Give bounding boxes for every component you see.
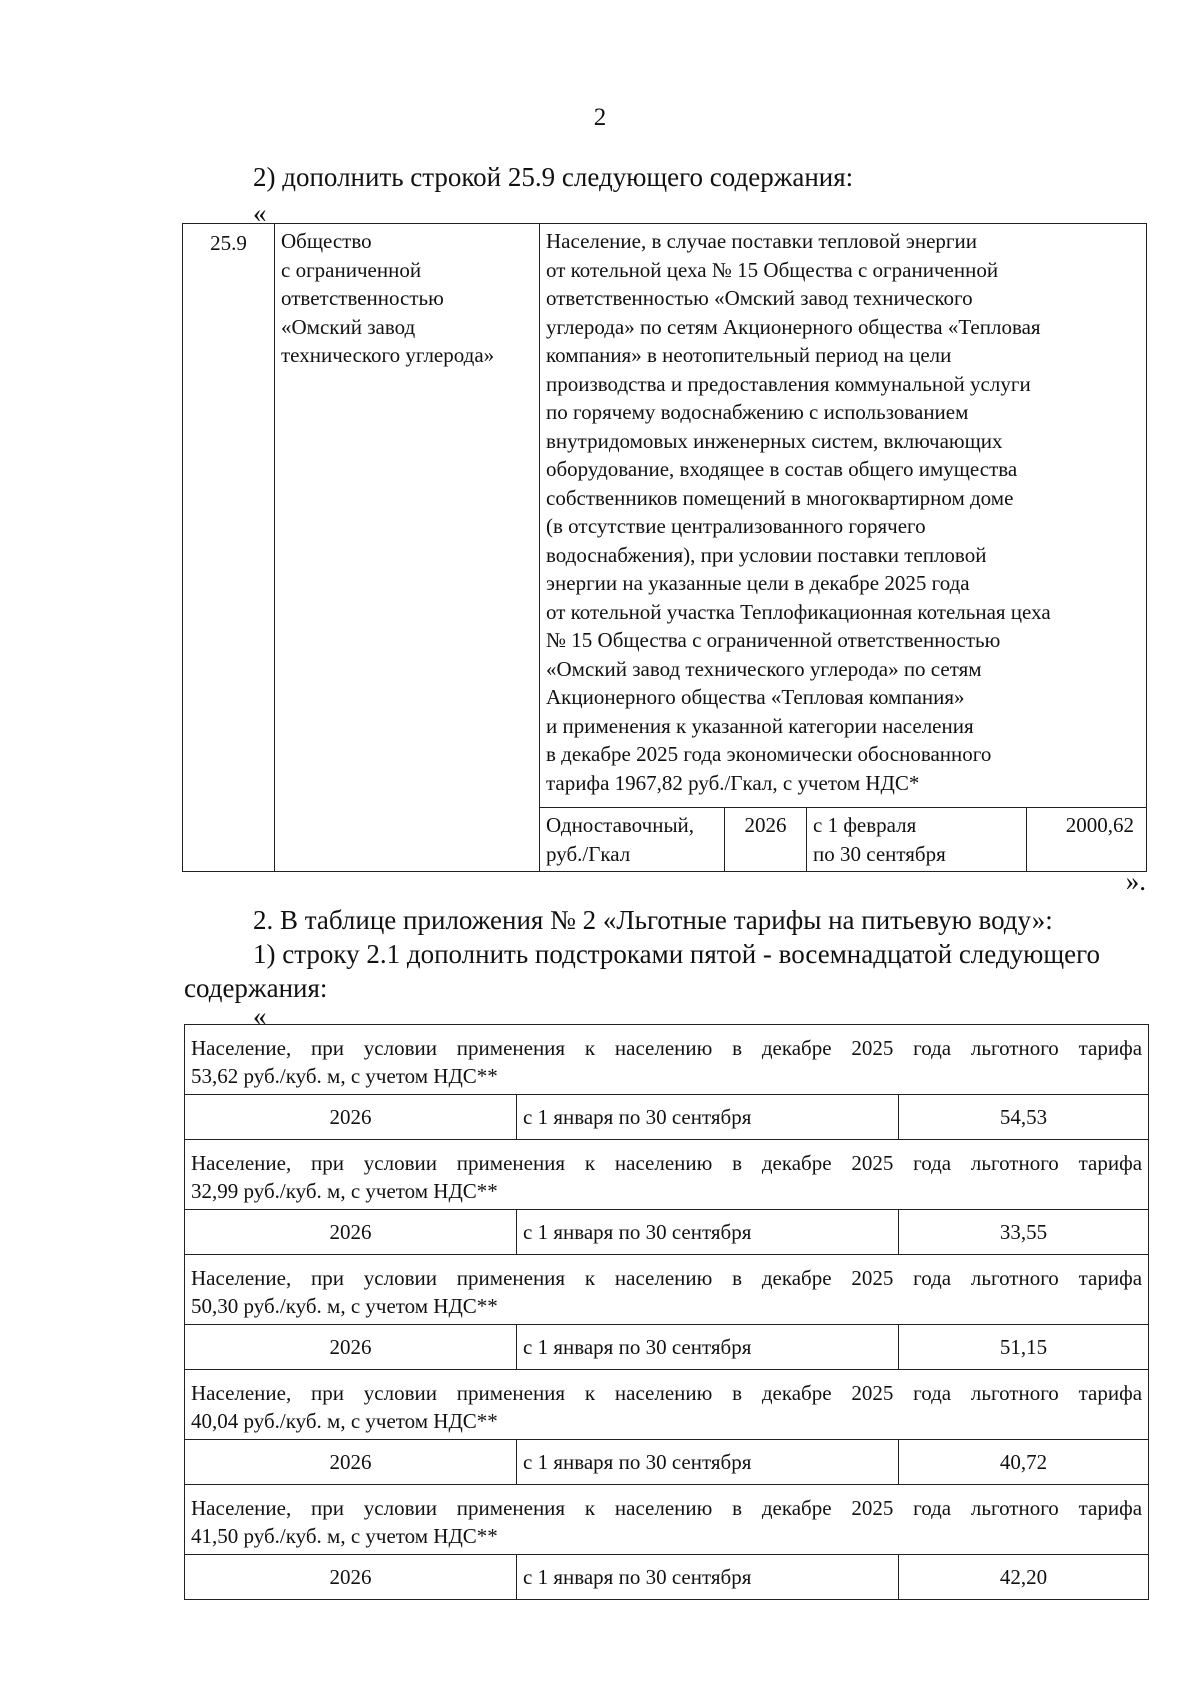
- description-line: оборудование, входящее в состав общего имущества: [546, 457, 1018, 481]
- description-line: (в отсутствие централизованного горячего: [546, 514, 926, 538]
- table-row: [185, 1140, 1149, 1210]
- section1-close-quote: ».: [1125, 866, 1146, 896]
- tariff-value-cell: 40,72: [899, 1440, 1149, 1485]
- condition-cell: [185, 1025, 1149, 1095]
- preferential-tariff-table: [184, 1024, 1149, 1600]
- description-line: собственников помещений в многоквартирном доме: [546, 485, 1014, 510]
- condition-line: Население, при условии применения к населению в декабре 2025 года льготного тарифа: [191, 1151, 1143, 1175]
- tariff-value-cell: 33,55: [899, 1210, 1149, 1255]
- table-row: [185, 1325, 1149, 1370]
- table-row: [185, 1025, 1149, 1095]
- page-number: 2: [593, 104, 607, 131]
- section1-item: 2) дополнить строкой 25.9 следующего содержания:: [253, 162, 854, 192]
- row-number: 25.9: [183, 224, 275, 872]
- description-line: компания» в неотопительный период на цели: [546, 343, 952, 367]
- tariff-value-cell: 2000,62: [1027, 808, 1147, 872]
- year-cell: 2026: [725, 808, 807, 872]
- period-line: с 1 февраля: [813, 813, 917, 837]
- section2-item-line1: 1) строку 2.1 дополнить подстроками пятой - восемнадцатой следующего: [253, 939, 1100, 969]
- condition-line: Население, при условии применения к населению в декабре 2025 года льготного тарифа: [191, 1496, 1143, 1520]
- description-line: энергии на указанные цели в декабре 2025 года: [546, 571, 970, 595]
- table-row: [185, 1555, 1149, 1600]
- description-line: от котельной участка Теплофикационная котельная цеха: [546, 599, 1051, 624]
- condition-cell: [185, 1255, 1149, 1325]
- description-line: «Омский завод технического углерода» по сетям: [546, 656, 982, 681]
- condition-line: 32,99 руб./куб. м, с учетом НДС**: [191, 1179, 498, 1203]
- condition-line: Население, при условии применения к населению в декабре 2025 года льготного тарифа: [191, 1381, 1143, 1405]
- section2-open-quote: «: [253, 1001, 267, 1031]
- organization-line: с ограниченной: [281, 257, 422, 282]
- organization-cell: [275, 224, 540, 872]
- condition-line: 41,50 руб./куб. м, с учетом НДС**: [191, 1524, 498, 1548]
- tariff-table-row-25-9: [182, 223, 1147, 872]
- description-line: от котельной цеха № 15 Общества с ограниченной: [546, 257, 999, 282]
- description-line: ответственностью «Омский завод технического: [546, 286, 973, 310]
- period-cell: [807, 808, 1027, 872]
- tariff-value-cell: 42,20: [899, 1555, 1149, 1600]
- year-cell: 2026: [185, 1210, 517, 1255]
- table-row: [185, 1485, 1149, 1555]
- table-row: [185, 1255, 1149, 1325]
- period-cell: с 1 января по 30 сентября: [517, 1095, 899, 1140]
- condition-cell: [185, 1370, 1149, 1440]
- condition-cell: [185, 1485, 1149, 1555]
- table-row: [185, 1210, 1149, 1255]
- section2-item-line2: содержания:: [184, 973, 328, 1003]
- consumer-description-cell: [540, 224, 1147, 808]
- condition-line: 50,30 руб./куб. м, с учетом НДС**: [191, 1294, 498, 1318]
- condition-cell: [185, 1140, 1149, 1210]
- tariff-type-cell: [540, 808, 725, 872]
- description-line: и применения к указанной категории населения: [546, 713, 974, 738]
- description-line: по горячему водоснабжению с использованием: [546, 400, 969, 424]
- organization-line: технического углерода»: [281, 343, 495, 367]
- section2-heading: 2. В таблице приложения № 2 «Льготные тарифы на питьевую воду»:: [253, 905, 1053, 935]
- period-cell: с 1 января по 30 сентября: [517, 1555, 899, 1600]
- table-row: [185, 1095, 1149, 1140]
- year-cell: 2026: [185, 1095, 517, 1140]
- condition-line: 40,04 руб./куб. м, с учетом НДС**: [191, 1409, 498, 1433]
- description-line: в декабре 2025 года экономически обоснованного: [546, 742, 992, 766]
- period-line: по 30 сентября: [813, 841, 946, 866]
- period-cell: с 1 января по 30 сентября: [517, 1325, 899, 1370]
- year-cell: 2026: [185, 1440, 517, 1485]
- description-line: внутридомовых инженерных систем, включающих: [546, 428, 1003, 453]
- tariff-value-cell: 54,53: [899, 1095, 1149, 1140]
- condition-line: Население, при условии применения к населению в декабре 2025 года льготного тарифа: [191, 1036, 1143, 1060]
- tariff-value-cell: 51,15: [899, 1325, 1149, 1370]
- year-cell: 2026: [185, 1555, 517, 1600]
- organization-line: ответственностью: [281, 286, 444, 310]
- description-line: тарифа 1967,82 руб./Гкал, с учетом НДС*: [546, 770, 920, 795]
- description-line: производства и предоставления коммунальной услуги: [546, 371, 1031, 396]
- description-line: Акционерного общества «Тепловая компания»: [546, 685, 965, 709]
- condition-line: Население, при условии применения к населению в декабре 2025 года льготного тарифа: [191, 1266, 1143, 1290]
- description-line: Население, в случае поставки тепловой энергии: [546, 229, 977, 253]
- description-line: водоснабжения), при условии поставки тепловой: [546, 542, 987, 567]
- period-cell: с 1 января по 30 сентября: [517, 1440, 899, 1485]
- condition-line: 53,62 руб./куб. м, с учетом НДС**: [191, 1064, 498, 1088]
- organization-line: «Омский завод: [281, 314, 416, 339]
- period-cell: с 1 января по 30 сентября: [517, 1210, 899, 1255]
- organization-line: Общество: [281, 229, 372, 253]
- tariff-type-line: руб./Гкал: [546, 841, 631, 866]
- table-row: [185, 1370, 1149, 1440]
- table-row: [185, 1440, 1149, 1485]
- description-line: углерода» по сетям Акционерного общества «Тепловая: [546, 314, 1041, 339]
- year-cell: 2026: [185, 1325, 517, 1370]
- section1-open-quote: «: [253, 198, 267, 228]
- tariff-type-line: Одноставочный,: [546, 813, 695, 837]
- description-line: № 15 Общества с ограниченной ответственностью: [546, 628, 1001, 652]
